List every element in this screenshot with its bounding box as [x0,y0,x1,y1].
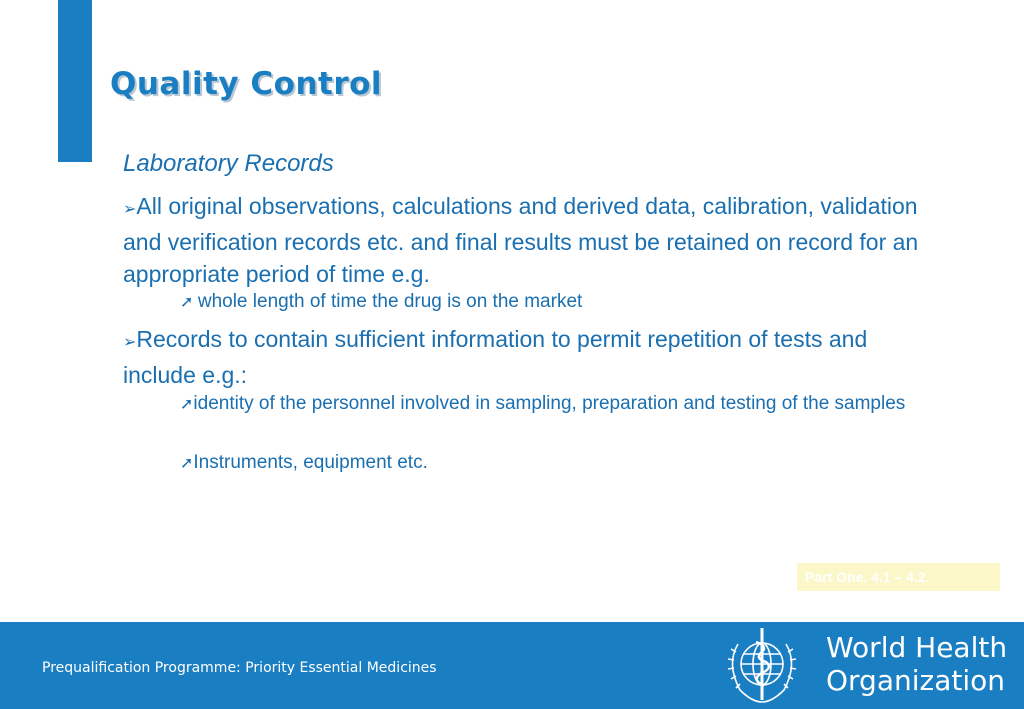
sub-bullet-arrow-icon: ➚ [180,294,198,311]
bullet-arrow-icon: ➢ [123,334,137,351]
sub-bullet-text: whole length of time the drug is on the market [197,291,583,312]
slide-title: Quality Control [110,66,383,102]
programme-name: Prequalification Programme: Priority Essential Medicines [42,660,437,676]
bullet-text: All original observations, calculations and derived data, calibration, validation and verification records etc. and final results must be retained on record for an appropriate period of time e.g. [123,193,919,287]
sub-bullet-arrow-icon: ➚ [180,455,194,472]
side-accent-bar [58,0,92,162]
who-emblem-icon [718,624,806,706]
bullet-arrow-icon: ➢ [123,201,137,218]
bullet-1 [123,190,923,290]
sub-bullet-1-1 [180,287,960,317]
sub-bullet-2-1 [180,389,960,419]
sub-bullet-text: identity of the personnel involved in sampling, preparation and testing of the samples [193,393,906,414]
slide-subtitle: Laboratory Records [123,150,334,177]
sub-bullet-text: Instruments, equipment etc. [193,452,428,473]
footer-bar [0,622,1024,709]
sub-bullet-arrow-icon: ➚ [180,396,194,413]
org-name-line2: Organization [826,664,1006,697]
part-reference-badge: Part One. 4.1 – 4.2. [797,563,1000,591]
org-name-line1: World Health [826,631,1008,664]
sub-bullet-2-2 [180,448,960,478]
bullet-text: Records to contain sufficient information to permit repetition of tests and include e.g.: [123,326,868,388]
organization-name [826,631,1007,697]
bullet-2 [123,323,923,391]
